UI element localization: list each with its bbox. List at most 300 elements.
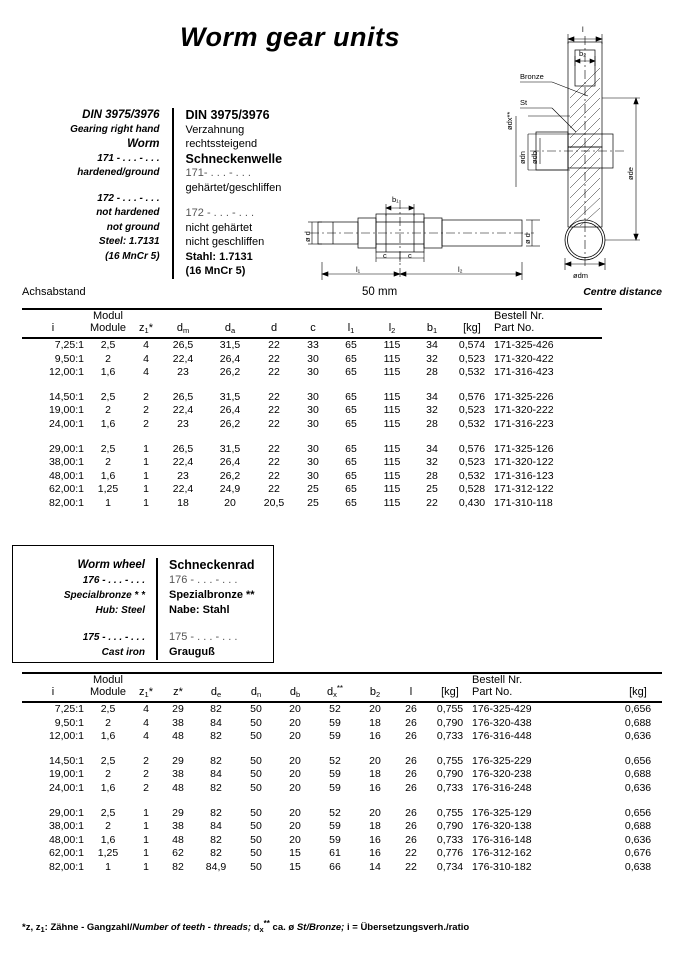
worm-shaft-drawing: [300, 182, 550, 292]
worm-table-header-row1: [22, 309, 602, 322]
table-row-spacer: [22, 380, 602, 391]
cell-de: 82: [210, 847, 222, 860]
cell-l2: 115: [383, 417, 401, 430]
table-row[interactable]: [22, 497, 602, 511]
worm-label-l2: l₂: [458, 265, 463, 274]
cell-kg: 0,790: [436, 768, 464, 781]
worm-table-header-row2: [22, 322, 602, 338]
cell-b2: 18: [369, 716, 381, 729]
cell-part: 171-325-226: [494, 390, 554, 403]
table-row[interactable]: [22, 807, 662, 821]
table-row[interactable]: [22, 353, 602, 367]
cell-z1: 4: [143, 730, 149, 743]
wheel-component-de: Schneckenrad: [169, 558, 255, 572]
table-row[interactable]: [22, 782, 662, 796]
cell-de: 82: [210, 781, 222, 794]
worm-label-da: ø d: [523, 233, 532, 244]
table-row[interactable]: [22, 847, 662, 861]
wheel-code2-de: 175 - . . . - . . .: [169, 631, 238, 643]
cell-b1: 28: [426, 469, 438, 482]
cell-d: 22: [268, 339, 280, 351]
cell-b2: 18: [369, 820, 381, 833]
cell-da: 26,2: [219, 366, 241, 379]
worm-wheel-spec-box: [12, 545, 274, 663]
cell-z1: 2: [143, 417, 149, 430]
cell-l2: 115: [383, 469, 401, 482]
cell-da: 20: [224, 496, 236, 509]
th-z1-1: [132, 309, 160, 322]
th-l1: $l_1$: [347, 322, 355, 335]
table-row[interactable]: [22, 338, 602, 353]
cell-c: 25: [307, 496, 319, 509]
cell-part: 171-325-126: [494, 442, 554, 455]
worm-label-c2: c: [408, 251, 412, 260]
cell-kg2: 0,656: [624, 703, 652, 715]
th2-kg: [kg]: [441, 686, 459, 698]
cell-d: 22: [268, 469, 280, 482]
cell-dm: 23: [177, 366, 189, 379]
cell-part: 176-325-129: [472, 806, 532, 819]
cell-l: 26: [405, 768, 417, 781]
cell-da: 26,2: [219, 469, 241, 482]
cell-de: 84: [210, 820, 222, 833]
footnote-part2: : Zähne - Gangzahl/: [44, 922, 133, 933]
worm-code1-de: 171- . . . - . . .: [185, 167, 251, 179]
cell-l1: 65: [345, 469, 357, 482]
cell-dx: 59: [329, 781, 341, 794]
cell-c: 25: [307, 483, 319, 496]
cell-l2: 115: [383, 339, 401, 351]
worm-code2-desc2-en: not ground: [106, 221, 160, 233]
cell-i: 38,00:1: [48, 456, 84, 469]
worm-label-d: ø d: [303, 231, 312, 242]
cell-z: 48: [172, 781, 184, 794]
cell-db: 20: [289, 833, 301, 846]
cell-z1: 1: [143, 456, 149, 469]
cell-b1: 22: [426, 496, 438, 509]
th2-l-1: [394, 673, 428, 686]
cell-z1: 4: [143, 352, 149, 365]
cell-kg2: 0,656: [624, 806, 652, 819]
cell-l1: 65: [345, 390, 357, 403]
spacer: [13, 618, 145, 630]
th2-dx: $d_x^{**}$: [326, 684, 344, 699]
cell-d: 22: [268, 483, 280, 496]
cell-i: 29,00:1: [48, 442, 84, 455]
cell-i: 62,00:1: [48, 483, 84, 496]
cell-i: 12,00:1: [48, 366, 84, 379]
cell-d: 20,5: [263, 496, 285, 509]
cell-l1: 65: [345, 352, 357, 365]
cell-part: 176-325-229: [472, 754, 532, 767]
footnote-part4: d: [251, 922, 260, 933]
cell-c: 30: [307, 366, 319, 379]
cell-z1: 2: [143, 754, 149, 767]
cell-b1: 25: [426, 483, 438, 496]
th-i: i: [51, 322, 55, 334]
cell-db: 20: [289, 730, 301, 743]
table-row[interactable]: [22, 755, 662, 769]
th2-l: l: [409, 686, 413, 698]
cell-module: 1,6: [100, 469, 116, 482]
cell-d: 22: [268, 352, 280, 365]
cell-module: 1,6: [100, 730, 116, 743]
cell-l1: 65: [345, 417, 357, 430]
th-z1: $z_1*$: [139, 322, 153, 335]
cell-dn: 50: [250, 716, 262, 729]
cell-dn: 50: [250, 754, 262, 767]
cell-db: 20: [289, 754, 301, 767]
worm-din-de: DIN 3975/3976: [185, 108, 270, 122]
table-row[interactable]: [22, 443, 602, 457]
table-row[interactable]: [22, 418, 602, 432]
worm-material-alt-en: (16 MnCr 5): [105, 250, 160, 262]
footnote-part7: i = Übersetzungsverh./ratio: [344, 922, 470, 933]
cell-c: 30: [307, 469, 319, 482]
cell-b2: 18: [369, 768, 381, 781]
cell-i: 14,50:1: [48, 754, 84, 767]
cell-dm: 26,5: [172, 390, 194, 403]
worm-table-head: [22, 309, 602, 338]
th-c-1: [294, 309, 332, 322]
cell-da: 31,5: [219, 390, 241, 403]
cell-b2: 14: [369, 860, 381, 873]
cell-part: 176-312-162: [472, 847, 532, 860]
worm-gearing-en: Gearing right hand: [70, 123, 160, 135]
cell-dn: 50: [250, 833, 262, 846]
cell-part: 171-325-426: [494, 339, 554, 351]
table-row-spacer: [22, 744, 662, 755]
worm-spec-english: [22, 108, 174, 279]
footnote-sup2: **: [263, 919, 270, 928]
cell-dx: 59: [329, 768, 341, 781]
cell-b2: 16: [369, 781, 381, 794]
cell-kg: 0,574: [458, 339, 486, 351]
cell-part: 176-320-238: [472, 768, 532, 781]
cell-kg: 0,733: [436, 730, 464, 743]
th-module: Module: [89, 322, 127, 334]
cell-z: 62: [172, 847, 184, 860]
th-l1-1: [332, 309, 370, 322]
cell-kg: 0,430: [458, 496, 486, 509]
wheel-spec-english: [13, 558, 158, 660]
wheel-code2-en: 175 - . . . - . . .: [82, 632, 145, 643]
cell-l: 26: [405, 781, 417, 794]
cell-de: 84,9: [205, 860, 227, 873]
footnote-part3: Number of teeth - threads;: [132, 922, 252, 933]
cell-c: 33: [307, 339, 319, 351]
cell-de: 82: [210, 754, 222, 767]
cell-part: 176-316-148: [472, 833, 532, 846]
cell-i: 7,25:1: [54, 703, 84, 715]
cell-module: 2: [105, 768, 111, 781]
cell-part: 171-316-423: [494, 366, 554, 379]
cell-z: 29: [172, 703, 184, 715]
cell-db: 20: [289, 703, 301, 715]
th2-bestell: Bestell Nr.: [472, 674, 523, 686]
cell-z: 48: [172, 833, 184, 846]
cell-dm: 18: [177, 496, 189, 509]
cell-dx: 61: [329, 847, 341, 860]
cell-da: 31,5: [219, 339, 241, 351]
th-partno: Part No.: [494, 322, 535, 334]
cell-d: 22: [268, 404, 280, 417]
cell-module: 2: [105, 352, 111, 365]
th2-dn-1: [236, 673, 276, 686]
cell-z: 38: [172, 768, 184, 781]
cell-db: 20: [289, 806, 301, 819]
cell-de: 82: [210, 806, 222, 819]
cell-z1: 2: [143, 768, 149, 781]
wheel-code2-desc-de: Grauguß: [169, 646, 215, 658]
worm-wheel-table: [22, 672, 662, 875]
table-row[interactable]: [22, 391, 602, 405]
th2-b2-1: [356, 673, 394, 686]
cell-l2: 115: [383, 366, 401, 379]
worm-code2-desc2-de: nicht geschliffen: [185, 236, 265, 248]
worm-code2-desc1-de: nicht gehärtet: [185, 221, 253, 234]
footnote-part6: St/Bronze;: [296, 922, 345, 933]
cell-l: 26: [405, 730, 417, 743]
cell-de: 82: [210, 703, 222, 715]
table-row-spacer: [22, 796, 662, 807]
worm-label-c1: c: [383, 251, 387, 260]
th2-kg2-1: [614, 673, 662, 686]
worm-component-de: Schneckenwelle: [185, 151, 283, 166]
cell-i: 48,00:1: [48, 833, 84, 846]
cell-part: 176-310-182: [472, 860, 532, 873]
th-c: c: [310, 322, 316, 334]
cell-kg: 0,790: [436, 716, 464, 729]
cell-module: 1: [105, 496, 111, 509]
th2-dn: $d_n$: [250, 686, 262, 699]
cell-part: 176-320-138: [472, 820, 532, 833]
cell-b1: 34: [426, 442, 438, 455]
table-row[interactable]: [22, 456, 602, 470]
cell-part: 171-320-422: [494, 352, 554, 365]
cell-da: 26,4: [219, 352, 241, 365]
cell-dn: 50: [250, 860, 262, 873]
cell-module: 2: [105, 456, 111, 469]
cell-module: 1,6: [100, 833, 116, 846]
cell-kg2: 0,676: [624, 847, 652, 860]
table-row[interactable]: [22, 470, 602, 484]
cell-kg2: 0,688: [624, 768, 652, 781]
cell-module: 2,5: [100, 806, 116, 819]
wheel-code1-de: 176 - . . . - . . .: [169, 574, 238, 586]
cell-kg: 0,790: [436, 820, 464, 833]
cell-kg2: 0,636: [624, 730, 652, 743]
cell-z1: 4: [143, 366, 149, 379]
cell-db: 20: [289, 781, 301, 794]
cell-l2: 115: [383, 404, 401, 417]
cell-l: 22: [405, 860, 417, 873]
cell-kg: 0,576: [458, 442, 486, 455]
centre-distance-label-de: Achsabstand: [22, 286, 86, 298]
cell-l1: 65: [345, 483, 357, 496]
table-row[interactable]: [22, 717, 662, 731]
cell-l1: 65: [345, 339, 357, 351]
cell-part: 171-320-222: [494, 404, 554, 417]
cell-z1: 1: [143, 833, 149, 846]
cell-kg: 0,528: [458, 483, 486, 496]
cell-part: 171-320-122: [494, 456, 554, 469]
cell-part: 171-316-223: [494, 417, 554, 430]
worm-spec-german: [174, 108, 312, 279]
cell-b2: 16: [369, 847, 381, 860]
cell-z1: 1: [143, 496, 149, 509]
cell-kg2: 0,636: [624, 833, 652, 846]
worm-din-en: DIN 3975/3976: [82, 109, 160, 121]
spacer: [22, 181, 160, 192]
cell-kg: 0,576: [458, 390, 486, 403]
th-bestell: Bestell Nr.: [494, 310, 545, 322]
wheel-table-header-row2: [22, 686, 662, 702]
spacer: [186, 195, 312, 206]
worm-label-l1: l₁: [356, 265, 361, 274]
th2-module: Module: [89, 686, 127, 698]
cell-dn: 50: [250, 768, 262, 781]
th-l2-1: [370, 309, 414, 322]
worm-table: [22, 308, 602, 511]
cell-dm: 26,5: [172, 339, 194, 351]
wheel-label-dm: ødm: [573, 271, 588, 280]
cell-kg: 0,532: [458, 417, 486, 430]
wheel-label-dx: ødx**: [505, 111, 514, 130]
cell-module: 2,5: [100, 390, 116, 403]
cell-i: 24,00:1: [48, 417, 84, 430]
cell-module: 1,6: [100, 417, 116, 430]
cell-module: 2: [105, 716, 111, 729]
wheel-label-de: øde: [626, 167, 635, 180]
th-d: d: [270, 322, 278, 334]
cell-i: 82,00:1: [48, 860, 84, 873]
cell-c: 30: [307, 390, 319, 403]
cell-b1: 28: [426, 366, 438, 379]
cell-i: 38,00:1: [48, 820, 84, 833]
cell-part: 171-310-118: [494, 496, 553, 509]
th-d-1: [254, 309, 294, 322]
cell-module: 2,5: [100, 339, 116, 351]
cell-d: 22: [268, 390, 280, 403]
cell-kg: 0,532: [458, 469, 486, 482]
th-dm: $d_m$: [176, 322, 190, 335]
cell-module: 2: [105, 820, 111, 833]
cell-dm: 22,4: [172, 352, 194, 365]
cell-l: 26: [405, 820, 417, 833]
cell-dx: 66: [329, 860, 341, 873]
cell-l: 26: [405, 716, 417, 729]
cell-b2: 16: [369, 730, 381, 743]
cell-l1: 65: [345, 456, 357, 469]
cell-module: 2,5: [100, 442, 116, 455]
table-row[interactable]: [22, 483, 602, 497]
cell-b2: 16: [369, 833, 381, 846]
wheel-label-b2: b₂: [579, 49, 587, 58]
cell-z: 29: [172, 806, 184, 819]
th2-dx-1: [314, 673, 356, 686]
cell-z1: 1: [143, 469, 149, 482]
cell-part: 176-320-438: [472, 716, 532, 729]
page-title: Worm gear units: [180, 22, 401, 52]
cell-z1: 4: [143, 339, 149, 351]
table-row[interactable]: [22, 730, 662, 744]
table-row[interactable]: [22, 366, 602, 380]
wheel-code1-desc2-de: Nabe: Stahl: [169, 604, 230, 616]
cell-dx: 52: [329, 754, 341, 767]
worm-code2-en: 172 - . . . - . . .: [97, 192, 160, 204]
wheel-code1-en: 176 - . . . - . . .: [82, 575, 145, 586]
table-row[interactable]: [22, 404, 602, 418]
footnote-sub2: x: [259, 925, 264, 934]
th2-de: $d_e$: [210, 686, 222, 699]
cell-l2: 115: [383, 496, 401, 509]
worm-material-en: Steel: 1.7131: [98, 236, 160, 247]
cell-d: 22: [268, 417, 280, 430]
cell-db: 20: [289, 768, 301, 781]
table-row[interactable]: [22, 820, 662, 834]
cell-i: 9,50:1: [54, 352, 84, 365]
table-row[interactable]: [22, 834, 662, 848]
footnote-sub: 1: [40, 925, 45, 934]
cell-dn: 50: [250, 820, 262, 833]
cell-dx: 59: [329, 820, 341, 833]
wheel-label-st: St: [520, 98, 528, 107]
cell-kg: 0,532: [458, 366, 486, 379]
cell-c: 30: [307, 404, 319, 417]
cell-z1: 1: [143, 847, 149, 860]
cell-c: 30: [307, 456, 319, 469]
table-row[interactable]: [22, 861, 662, 875]
cell-kg: 0,776: [436, 847, 464, 860]
th-l2: $l_2$: [388, 322, 396, 335]
cell-z1: 2: [143, 390, 149, 403]
th2-z-1: [160, 673, 196, 686]
cell-kg: 0,755: [436, 754, 464, 767]
cell-module: 2,5: [100, 754, 116, 767]
cell-l: 26: [405, 703, 417, 715]
th2-de-1: [196, 673, 236, 686]
table-row[interactable]: [22, 768, 662, 782]
cell-z: 38: [172, 716, 184, 729]
th2-z: z*: [173, 686, 183, 698]
worm-gearing-de: Verzahnung rechtssteigend: [185, 123, 258, 150]
cell-b2: 20: [369, 703, 381, 715]
table-row[interactable]: [22, 702, 662, 717]
cell-kg2: 0,656: [624, 754, 652, 767]
cell-db: 15: [289, 847, 301, 860]
wheel-code2-desc-en: Cast iron: [101, 647, 145, 658]
cell-da: 24,9: [219, 483, 241, 496]
th2-z1-1: [132, 673, 160, 686]
cell-l2: 115: [383, 442, 401, 455]
th-b1-1: [414, 309, 450, 322]
cell-module: 2,5: [100, 703, 116, 715]
cell-l1: 65: [345, 404, 357, 417]
wheel-code1-desc2-en: Hub: Steel: [95, 605, 145, 616]
spacer: [169, 618, 255, 630]
worm-component-en: Worm: [127, 138, 160, 150]
cell-l2: 115: [383, 456, 401, 469]
cell-d: 22: [268, 456, 280, 469]
cell-i: 7,25:1: [54, 339, 84, 351]
worm-material-alt-de: (16 MnCr 5): [185, 265, 246, 277]
centre-distance-value: 50 mm: [362, 286, 398, 298]
th2-i-1: [22, 673, 84, 686]
cell-dn: 50: [250, 847, 262, 860]
cell-b1: 34: [426, 390, 438, 403]
cell-l: 26: [405, 833, 417, 846]
